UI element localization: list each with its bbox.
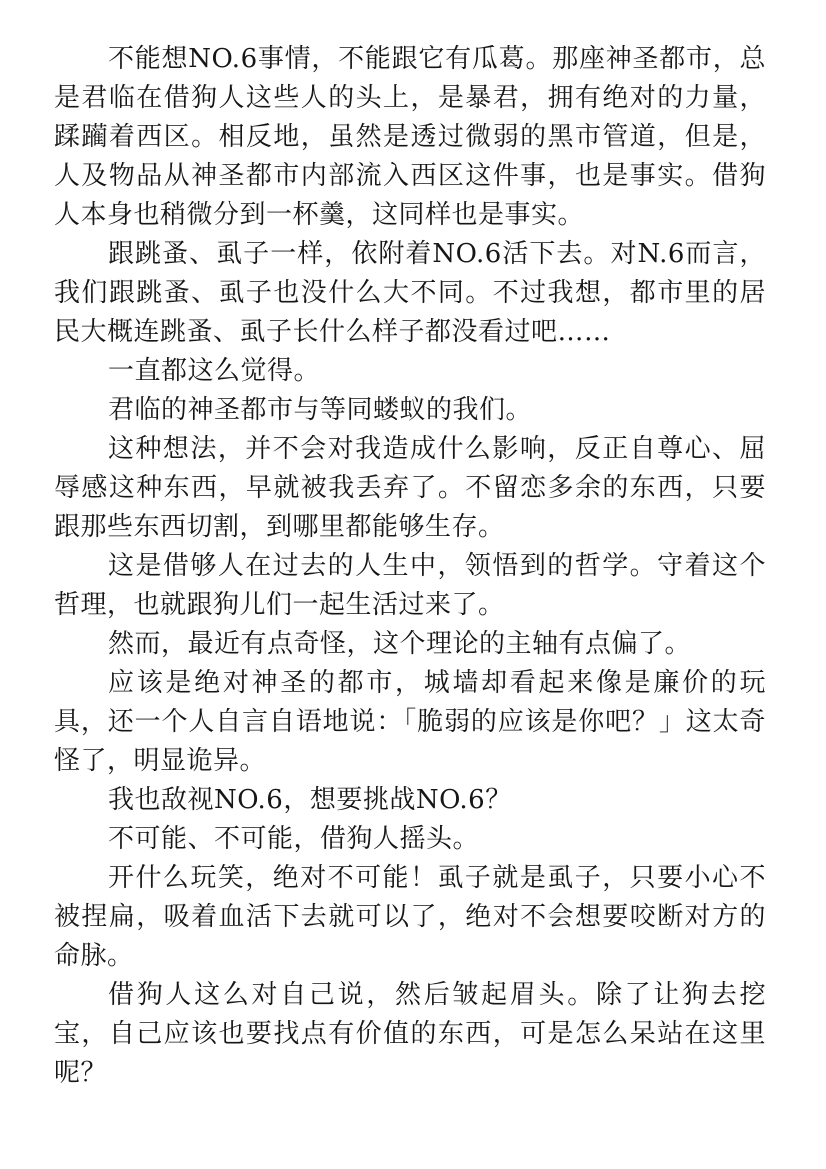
paragraph: 应该是绝对神圣的都市，城墙却看起来像是廉价的玩具，还一个人自言自语地说：「脆弱的应该是你吧？」这太奇怪了，明显诡异。 (54, 668, 766, 776)
paragraph: 借狗人这么对自己说，然后皱起眉头。除了让狗去挖宝，自己应该也要找点有价值的东西，可是怎么呆站在这里呢？ (54, 980, 766, 1088)
paragraph: 我也敌视NO.6，想要挑战NO.6？ (108, 785, 512, 815)
paragraph: 不能想NO.6事情，不能跟它有瓜葛。那座神圣都市，总是君临在借狗人这些人的头上，是暴君，拥有绝对的力量，蹂躏着西区。相反地，虽然是透过微弱的黑市管道，但是，人及物品从神圣都市内部流入西区这件事，也是事实。借狗人本身也稍微分到一杯羹，这同样也是事实。 (54, 44, 766, 230)
paragraph: 这种想法，并不会对我造成什么影响，反正自尊心、屈辱感这种东西，早就被我丢弃了。不留恋多余的东西，只要跟那些东西切割，到哪里都能够生存。 (54, 434, 766, 542)
paragraph: 开什么玩笑，绝对不可能！虱子就是虱子，只要小心不被捏扁，吸着血活下去就可以了，绝对不会想要咬断对方的命脉。 (54, 863, 766, 971)
paragraph: 君临的神圣都市与等同蝼蚁的我们。 (108, 395, 533, 425)
paragraph: 然而，最近有点奇怪，这个理论的主轴有点偏了。 (108, 629, 692, 659)
paragraph: 一直都这么觉得。 (108, 356, 321, 386)
paragraph: 不可能、不可能，借狗人摇头。 (108, 824, 480, 854)
paragraph: 这是借够人在过去的人生中，领悟到的哲学。守着这个哲理，也就跟狗儿们一起生活过来了。 (54, 551, 766, 620)
paragraph: 跟跳蚤、虱子一样，依附着NO.6活下去。对N.6而言，我们跟跳蚤、虱子也没什么大不同。不过我想，都市里的居民大概连跳蚤、虱子长什么样子都没看过吧…… (54, 239, 766, 347)
document-page (54, 40, 766, 1093)
